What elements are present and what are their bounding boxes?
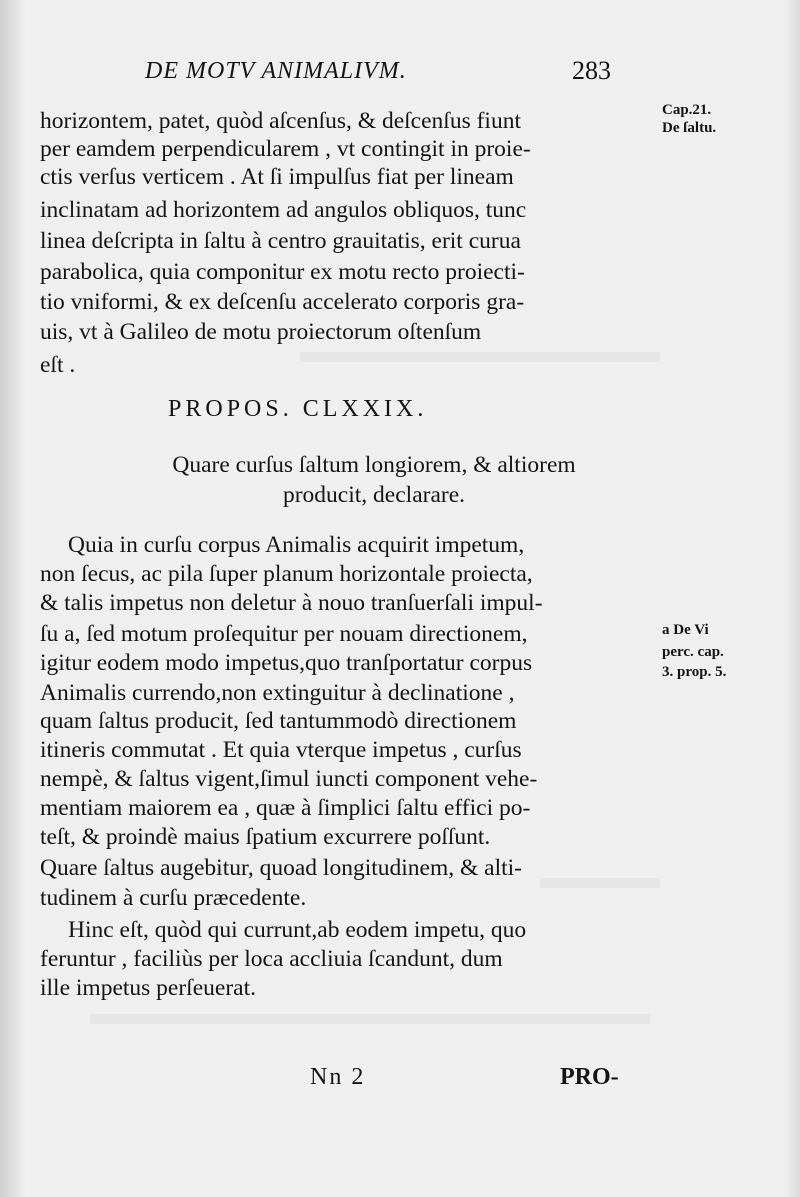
body-line: feruntur , faciliùs per loca accliuia ſcandunt, dum: [40, 946, 503, 972]
body-line: per eamdem perpendicularem , vt contingit in proie-: [40, 136, 531, 162]
page-number: 283: [572, 56, 611, 85]
catchword: PRO-: [560, 1064, 619, 1090]
proposition-title: producit, declarare.: [282, 482, 466, 508]
body-line: mentiam maiorem ea , quæ à ſimplici ſaltu effici po-: [40, 795, 531, 821]
body-line: quam ſaltus producit, ſed tantummodò directionem: [40, 708, 517, 734]
bleed-through-mark: [90, 1014, 650, 1024]
body-line: Quia in curſu corpus Animalis acquirit impetum,: [68, 532, 525, 558]
body-line: inclinatam ad horizontem ad angulos obliquos, tunc: [40, 197, 527, 223]
page-edge-shadow: [786, 0, 800, 1197]
body-line: uis, vt à Galileo de motu proiectorum oſtenſum: [40, 319, 482, 345]
margin-note-chapter: Cap.21.: [662, 102, 712, 118]
body-line: horizontem, patet, quòd aſcenſus, & deſcenſus fiunt: [40, 108, 521, 134]
body-line: itineris commutat . Et quia vterque impetus , curſus: [40, 737, 522, 763]
body-line: Hinc eſt, quòd qui currunt,ab eodem impetu, quo: [68, 917, 527, 943]
signature-mark: Nn 2: [310, 1064, 366, 1090]
body-line: linea deſcripta in ſaltu à centro grauitatis, erit curua: [40, 228, 521, 254]
margin-note-reference: a De Vi: [662, 622, 709, 638]
page-gutter-shadow: [0, 0, 26, 1197]
body-line: igitur eodem modo impetus,quo tranſportatur corpus: [40, 650, 533, 676]
body-line: ctis verſus verticem . At ſi impulſus fiat per lineam: [40, 164, 514, 190]
body-line: ille impetus perſeuerat.: [40, 975, 256, 1001]
body-line: non ſecus, ac pila ſuper planum horizontale proiecta,: [40, 561, 533, 587]
margin-note-reference: 3. prop. 5.: [662, 664, 727, 680]
body-line: Animalis currendo,non extinguitur à declinatione ,: [40, 680, 515, 706]
body-line: teſt, & proindè maius ſpatium excurrere poſſunt.: [40, 824, 491, 850]
proposition-title: Quare curſus ſaltum longiorem, & altiorem: [172, 452, 576, 478]
body-line: nempè, & ſaltus vigent,ſimul iuncti component vehe-: [40, 766, 538, 792]
body-line: tio vniformi, & ex deſcenſu accelerato corporis gra-: [40, 289, 525, 315]
body-line: Quare ſaltus augebitur, quoad longitudinem, & alti-: [40, 855, 523, 881]
body-line: parabolica, quia componitur ex motu recto proiecti-: [40, 259, 525, 285]
margin-note-reference: perc. cap.: [662, 644, 724, 660]
proposition-heading: PROPOS. CLXXIX.: [168, 396, 428, 422]
body-line: & talis impetus non deletur à nouo tranſuerſali impul-: [40, 590, 543, 616]
running-head: DE MOTV ANIMALIVM.: [145, 58, 407, 84]
body-line: eſt .: [40, 352, 76, 378]
margin-note-subject: De ſaltu.: [662, 120, 717, 136]
body-line: ſu a, ſed motum proſequitur per nouam directionem,: [40, 621, 528, 647]
body-line: tudinem à curſu præcedente.: [40, 885, 307, 911]
